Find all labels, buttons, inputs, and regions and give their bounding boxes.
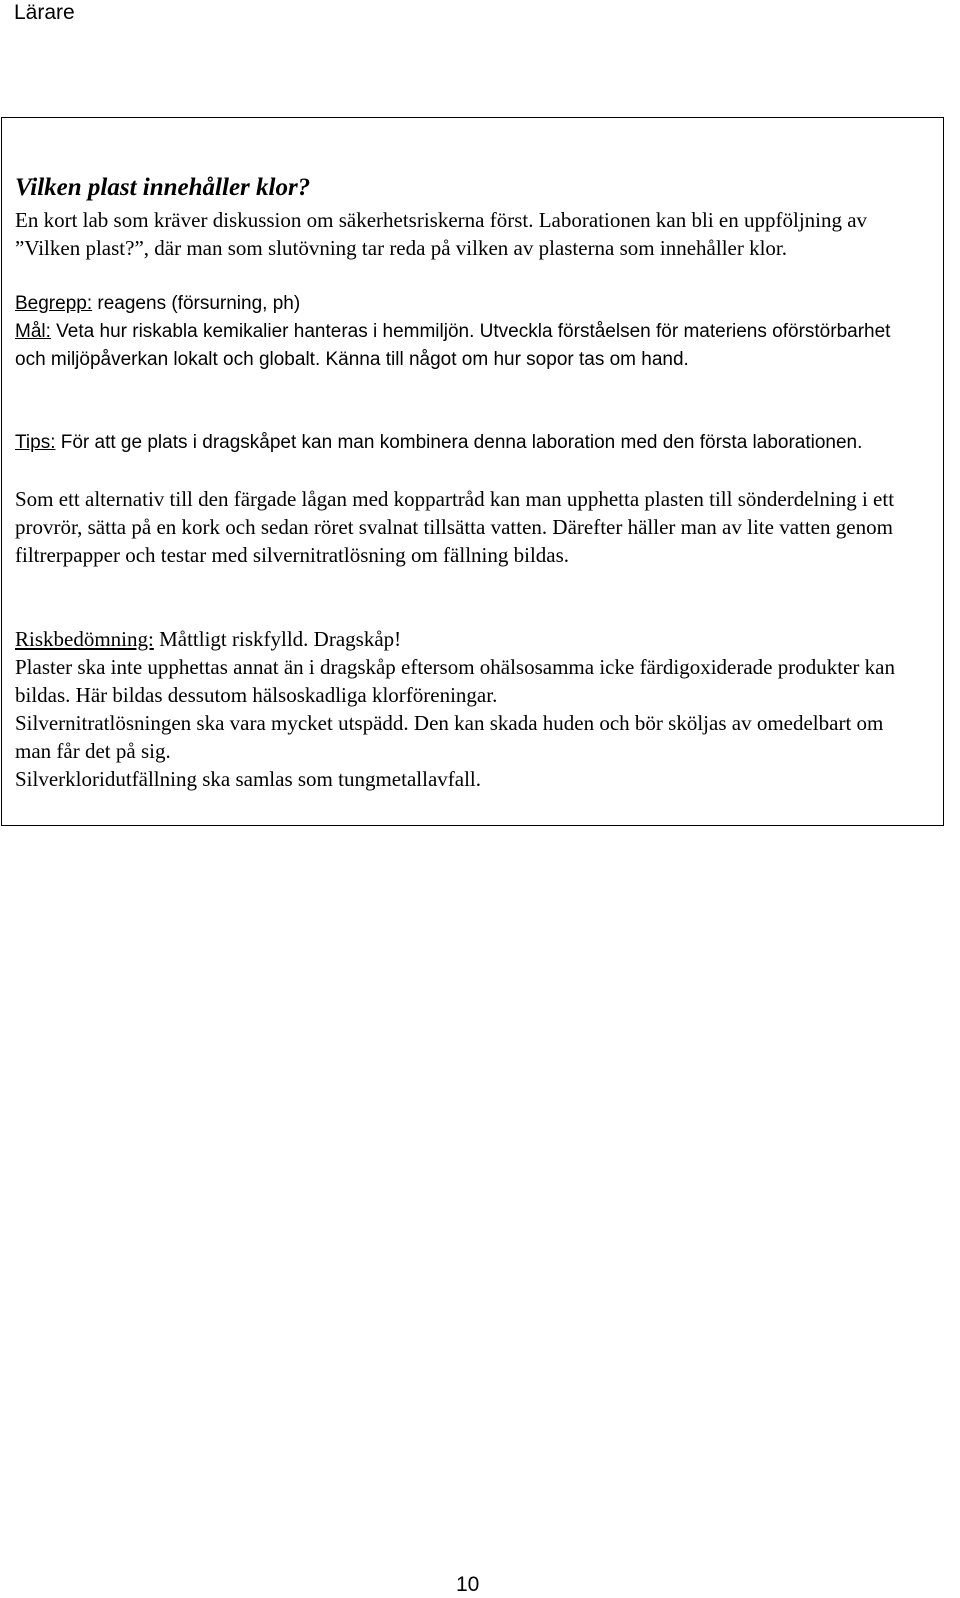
risk-paragraph (15, 625, 915, 653)
risk-label: Riskbedömning: (15, 627, 154, 651)
alternative-paragraph: Som ett alternativ till den färgade lågan med koppartråd kan man upphetta plasten till sönderdelning i ett provrör, sätta på en kork och sedan röret svalnat tillsätta vatten. Därefter häller man av lite vatten genom filtrerpapper och testar med silvernitratlösning om fällning bildas. (15, 487, 895, 567)
tips-text: För att ge plats i dragskåpet kan man kombinera denna laboration med den första laborationen. (55, 432, 863, 453)
begrepp-label: Begrepp: (15, 293, 93, 314)
page-number: 10 (456, 1573, 480, 1596)
tips-paragraph (15, 429, 915, 457)
section-title: Vilken plast innehåller klor? (15, 174, 311, 201)
mal-paragraph (15, 318, 915, 374)
risk-line-3: Silverkloridutfällning ska samlas som tungmetallavfall. (15, 767, 481, 791)
risk-line-1: Plaster ska inte upphettas annat än i dragskåp eftersom ohälsosamma icke färdigoxiderade produkter kan bildas. Här bildas dessutom hälsoskadliga klorföreningar. (15, 655, 895, 707)
risk-text: Måttligt riskfylld. Dragskåp! (153, 627, 402, 651)
mal-text: Veta hur riskabla kemikalier hanteras i hemmiljön. Utveckla förståelsen för materiens oförstörbarhet och miljöpåverkan lokalt och globalt. Känna till något om hur sopor tas om hand. (15, 321, 891, 370)
header-label: Lärare (14, 1, 75, 24)
risk-line-2: Silvernitratlösningen ska vara mycket utspädd. Den kan skada huden och bör sköljas av omedelbart om man får det på sig. (15, 711, 884, 763)
tips-label: Tips: (15, 432, 56, 453)
content-box (1, 117, 944, 826)
mal-label: Mål: (15, 321, 51, 342)
begrepp-paragraph (15, 290, 915, 318)
begrepp-text: reagens (försurning, ph) (92, 293, 301, 314)
intro-paragraph: En kort lab som kräver diskussion om säkerhetsriskerna först. Laborationen kan bli en uppföljning av ”Vilken plast?”, där man som slutövning tar reda på vilken av plasterna som innehåller klor. (15, 208, 868, 260)
